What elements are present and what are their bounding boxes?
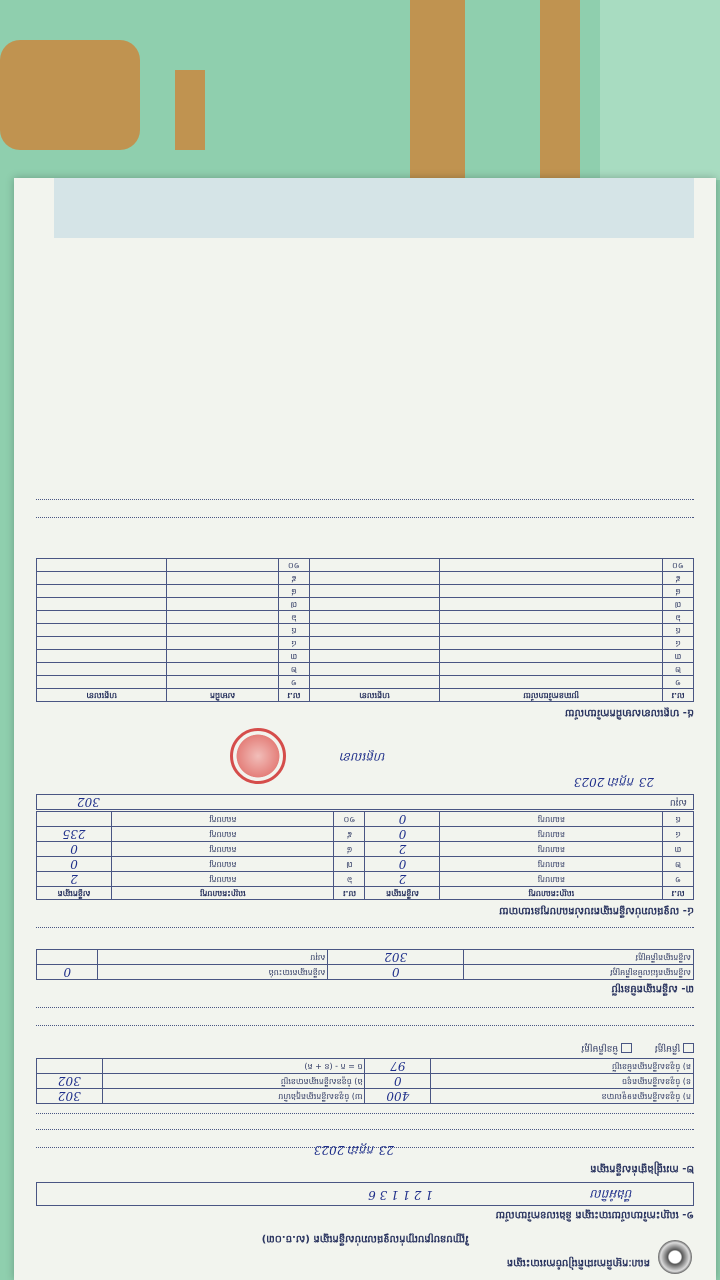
count-date: 23 កក្កដា 2023 xyxy=(313,1143,394,1157)
wall-paint-patch xyxy=(540,0,580,200)
date-signature-line xyxy=(36,772,694,790)
wall-paint-patch xyxy=(175,70,205,150)
cast-count: 302 xyxy=(37,1089,103,1104)
office-number: 1 2 1 1 3 6 xyxy=(368,1188,433,1202)
total-votes-row: សរុប 302 xyxy=(36,794,694,810)
wall-paint-patch xyxy=(410,0,465,190)
party-results-table: ល.រ ឈ្មោះគណបក្ស សន្លឹកឆ្នោត ល.រ ឈ្មោះគណបក្ស សន្លឹកឆ្នោត ១ គណបក្ស 2 ៦ គណបក្ស 2 ២ គណបក្ស 0 ៧ គណបក្ស 0 ៣ គណបក្ស 2 ៨ គណបក្ស 0 ៤ គណបក្ស 0 ៩ គណបក្ស 235 ៥ គណបក្ស 0 ១០ គណបក្ស xyxy=(36,811,694,900)
text-line xyxy=(36,1007,694,1018)
table-row: ៥ គណបក្ស 0 ១០ គណបក្ស xyxy=(37,812,694,827)
section-2-heading: ២- ការផ្ទៀងផ្ទាត់សន្លឹកឆ្នោត xyxy=(590,1163,694,1174)
signatures-table: ល.រ ប្រធានការិយាល័យ ហត្ថលេខា ល.រ សមាជិក ហត្ថលេខា ១ ១ ២ ២ ៣ ៣ ៤ ៤ ៥ ៥ ៦ ៦ ៧ ៧ ៨ ៨ ៩ ៩ ១០ ១០ xyxy=(36,558,694,702)
unused-ballots-table: សន្លឹកឆ្នោតដែលមិនត្រឹមត្រូវ 0 សន្លឹកឆ្នោតបោះបង់ 0 សន្លឹកឆ្នោតត្រឹមត្រូវ 302 សរុប xyxy=(36,949,694,980)
office-info-box xyxy=(36,1182,694,1206)
wall-light-area xyxy=(600,0,720,180)
section-1-heading: ១- ឈ្មោះការិយាល័យបោះឆ្នោត និងលេខការិយាល័យ xyxy=(495,1209,694,1220)
unused-count: 97 xyxy=(365,1059,431,1074)
text-line xyxy=(36,517,694,528)
office-name: បឹងអំពិល xyxy=(591,1187,633,1201)
text-line xyxy=(36,1025,694,1036)
text-line xyxy=(36,1129,694,1140)
valid-count: 302 xyxy=(328,950,464,965)
date-written: 23 កក្កដា 2023 xyxy=(573,775,654,789)
spoiled-count-2: 0 xyxy=(37,965,98,980)
checkbox xyxy=(621,1044,632,1054)
chair-signature: ហត្ថលេខា xyxy=(340,750,386,764)
form-title: វិញ្ញាបនបត្របញ្ជាក់លទ្ធផលរាប់សន្លឹកឆ្នោត (ស.ច.០៣) xyxy=(261,1233,469,1244)
total-votes: 302 xyxy=(77,795,100,809)
checkbox-line: ត្រឹមត្រូវ មិនត្រឹមត្រូវ xyxy=(36,1041,694,1054)
ballot-verification-table: ក) ចំនួនសន្លឹកឆ្នោតទទួលបាន 400 ឃ) ចំនួនសន្លឹកឆ្នោតក្នុងហិប 302 ខ) ចំនួនសន្លឹកឆ្នោតខូច 0 ង) ចំនួនសន្លឹកឆ្នោតបានប្រើ 302 គ) ចំនួនសន្លឹកឆ្នោតមិនប្រើ 97 ច = ក - (ខ + គ) xyxy=(36,1058,694,1104)
form-sheet-upside-down xyxy=(14,178,716,1280)
table-row: ៣ គណបក្ស 2 ៨ គណបក្ស 0 xyxy=(37,842,694,857)
section-3-heading: ៣- សន្លឹកឆ្នោតមិនប្រើ xyxy=(611,983,694,994)
received-count: 400 xyxy=(365,1089,431,1104)
date-line xyxy=(36,1143,694,1158)
text-line xyxy=(36,499,694,510)
checkbox xyxy=(683,1044,694,1054)
section-4-heading: ៤- លទ្ធផលរាប់សន្លឹកឆ្នោតរបស់គណបក្សនយោបាយ xyxy=(499,905,694,916)
spoiled-count: 0 xyxy=(365,1074,431,1089)
section-5-heading: ៥- ហត្ថលេខាសមាជិកការិយាល័យ xyxy=(565,707,694,718)
table-row: ១ គណបក្ស 2 ៦ គណបក្ស 2 xyxy=(37,872,694,887)
table-row: ៤ គណបក្ស 0 ៩ គណបក្ស 235 xyxy=(37,827,694,842)
election-form-paper xyxy=(14,178,716,1280)
used-count: 302 xyxy=(37,1074,103,1089)
text-line xyxy=(36,1113,694,1124)
table-row: ២ គណបក្ស 0 ៧ គណបក្ស 0 xyxy=(37,857,694,872)
authority-name: គណៈកម្មាធិការជាតិរៀបចំការបោះឆ្នោត xyxy=(506,1257,650,1268)
text-line xyxy=(36,927,694,938)
wall-paint-patch xyxy=(0,40,140,150)
invalid-count: 0 xyxy=(328,965,464,980)
